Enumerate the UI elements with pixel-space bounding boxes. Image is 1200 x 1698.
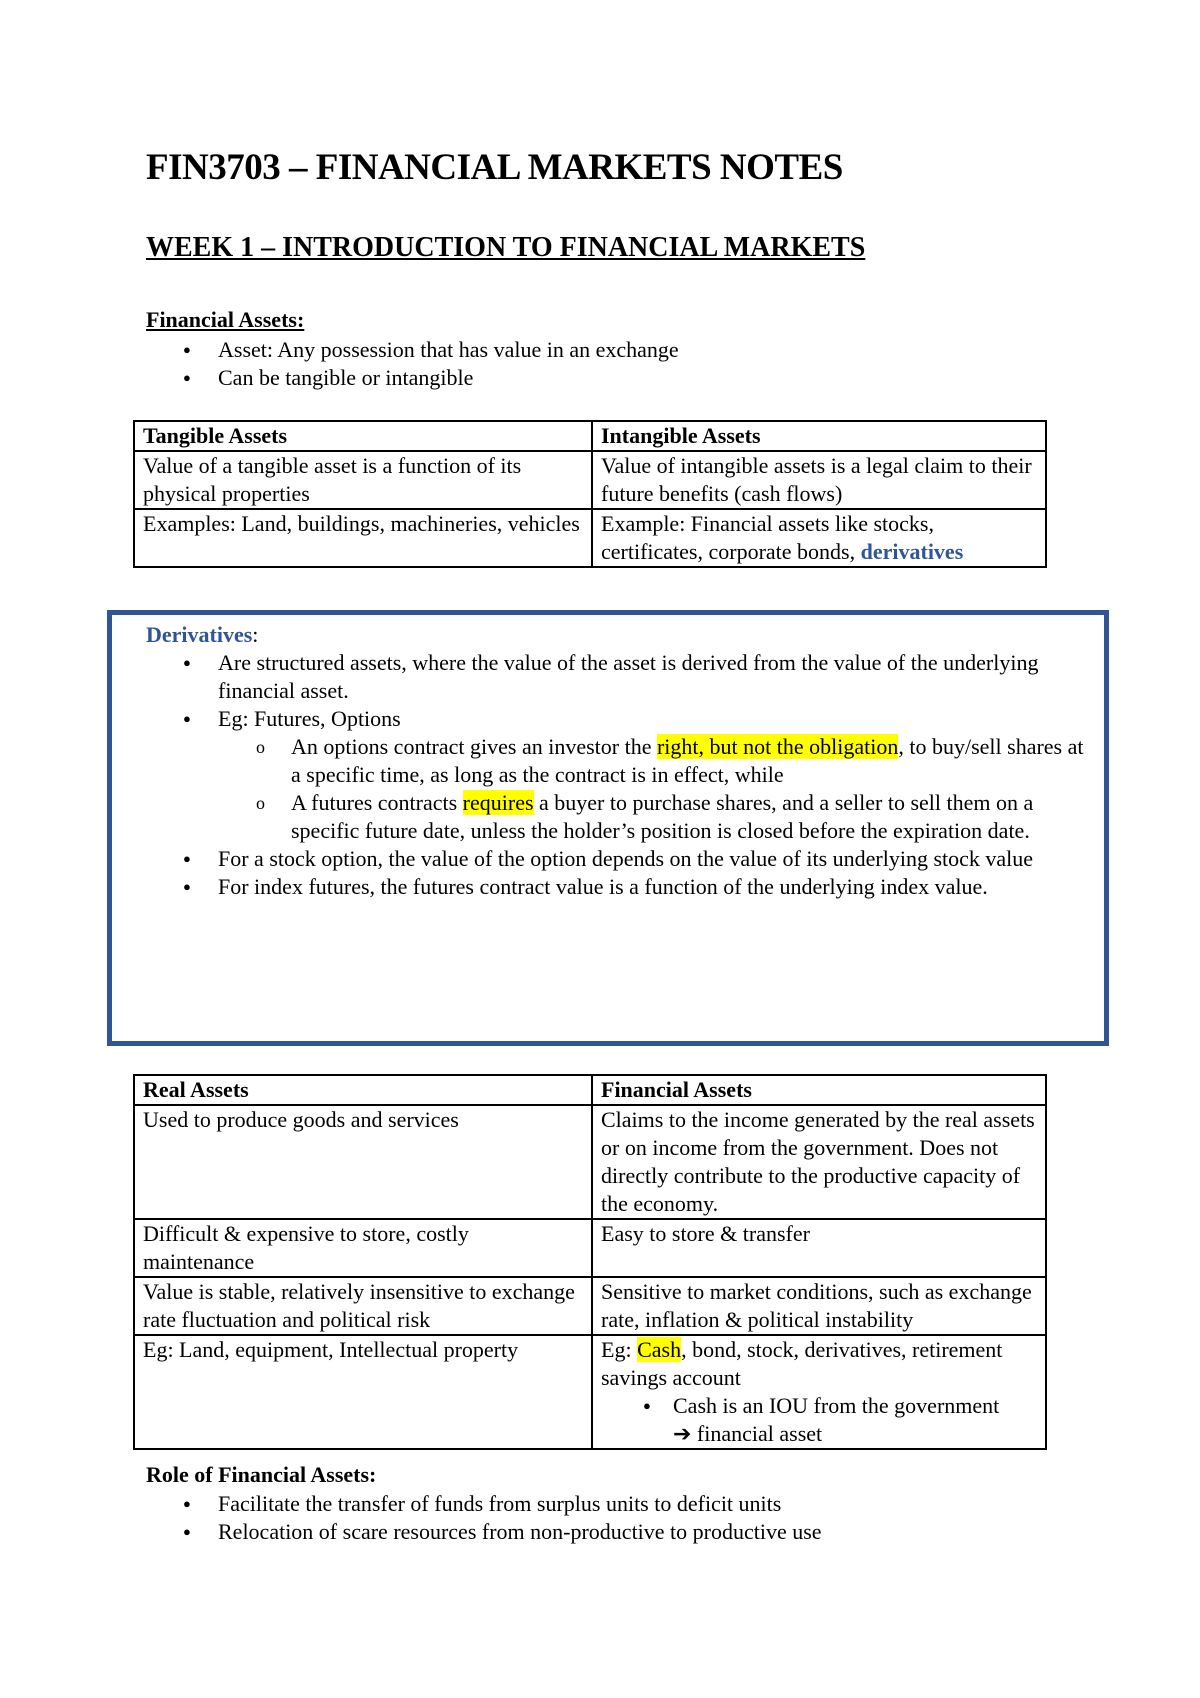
text-span: , to buy/sell shares at a specific time, as long as the contract is in effect, while [291, 734, 1084, 787]
week-heading: WEEK 1 – INTRODUCTION TO FINANCIAL MARKETS [146, 232, 866, 263]
list-item: ● For a stock option, the value of the option depends on the value of its underlying stock value [146, 845, 1086, 873]
document-title: FIN3703 – FINANCIAL MARKETS NOTES [146, 147, 843, 188]
table-row [134, 509, 1046, 567]
text-span: A futures contracts [291, 790, 463, 815]
list-item [146, 705, 1086, 845]
financial-assets-list [146, 336, 679, 392]
text-span: Eg: [601, 1337, 638, 1362]
list-item: ● Can be tangible or intangible [146, 364, 679, 392]
financial-assets-heading: Financial Assets: [146, 307, 305, 332]
table-row [134, 1219, 1046, 1277]
table-cell: Eg: Land, equipment, Intellectual property [134, 1335, 592, 1449]
table-header-cell: Real Assets [134, 1075, 592, 1105]
cell-sublist [601, 1392, 1037, 1448]
table-cell: Difficult & expensive to store, costly maintenance [134, 1219, 592, 1277]
highlighted-text: right, but not the obligation [656, 734, 899, 759]
table-cell: Value of a tangible asset is a function of its physical properties [134, 451, 592, 509]
table-cell [592, 1335, 1046, 1449]
text-span: ➔ financial asset [673, 1421, 823, 1446]
table-cell: Easy to store & transfer [592, 1219, 1046, 1277]
table-cell: Claims to the income generated by the real assets or on income from the government. Does not directly contribute to the productive capacity of the economy. [592, 1105, 1046, 1219]
list-item: ● For index futures, the futures contract value is a function of the underlying index value. [146, 873, 1086, 901]
list-item: ● Facilitate the transfer of funds from surplus units to deficit units [146, 1490, 822, 1518]
list-item: ● Asset: Any possession that has value in an exchange [146, 336, 679, 364]
table-cell: Value of intangible assets is a legal claim to their future benefits (cash flows) [592, 451, 1046, 509]
derivatives-term: derivatives [860, 539, 964, 564]
highlighted-text: requires [462, 790, 534, 815]
table-header-cell: Financial Assets [592, 1075, 1046, 1105]
text-span: a buyer to purchase shares, and a seller to sell them on a specific future date, unless the holder’s position is closed before the expiration date. [291, 790, 1034, 843]
list-item: ● Are structured assets, where the value of the asset is derived from the value of the underlying financial asset. [146, 649, 1086, 705]
derivatives-sublist [218, 733, 1086, 845]
table-row [134, 1277, 1046, 1335]
list-item: ● Relocation of scare resources from non-productive to productive use [146, 1518, 822, 1546]
sub-list-item [146, 733, 1086, 789]
highlighted-text: Cash [637, 1337, 682, 1362]
text-span: An options contract gives an investor the [291, 734, 657, 759]
text-span: Cash is an IOU from the government [673, 1393, 1000, 1418]
list-item-text: Eg: Futures, Options [218, 706, 401, 731]
table-cell: Used to produce goods and services [134, 1105, 592, 1219]
list-item [601, 1392, 1037, 1448]
table-cell: Sensitive to market conditions, such as exchange rate, inflation & political instability [592, 1277, 1046, 1335]
table-cell: Value is stable, relatively insensitive to exchange rate fluctuation and political risk [134, 1277, 592, 1335]
derivatives-list [146, 649, 1086, 901]
real-financial-assets-table [133, 1074, 1047, 1450]
table-header-cell: Tangible Assets [134, 421, 592, 451]
table-header-cell: Intangible Assets [592, 421, 1046, 451]
tangible-intangible-table [133, 420, 1047, 568]
role-list [146, 1490, 822, 1546]
sub-list-item [146, 789, 1086, 845]
table-cell [592, 509, 1046, 567]
table-row [134, 1335, 1046, 1449]
table-header-row [134, 421, 1046, 451]
table-row [134, 1105, 1046, 1219]
table-cell: Examples: Land, buildings, machineries, vehicles [134, 509, 592, 567]
derivatives-heading-colon: : [252, 622, 259, 647]
table-row [134, 451, 1046, 509]
text-span: , bond, stock, derivatives, retirement savings account [601, 1337, 1003, 1390]
derivatives-heading: Derivatives [146, 622, 253, 647]
role-heading: Role of Financial Assets: [146, 1462, 377, 1487]
cell-text: Example: Financial assets like stocks, certificates, corporate bonds, [601, 511, 934, 564]
derivatives-content [146, 621, 1086, 901]
table-header-row [134, 1075, 1046, 1105]
